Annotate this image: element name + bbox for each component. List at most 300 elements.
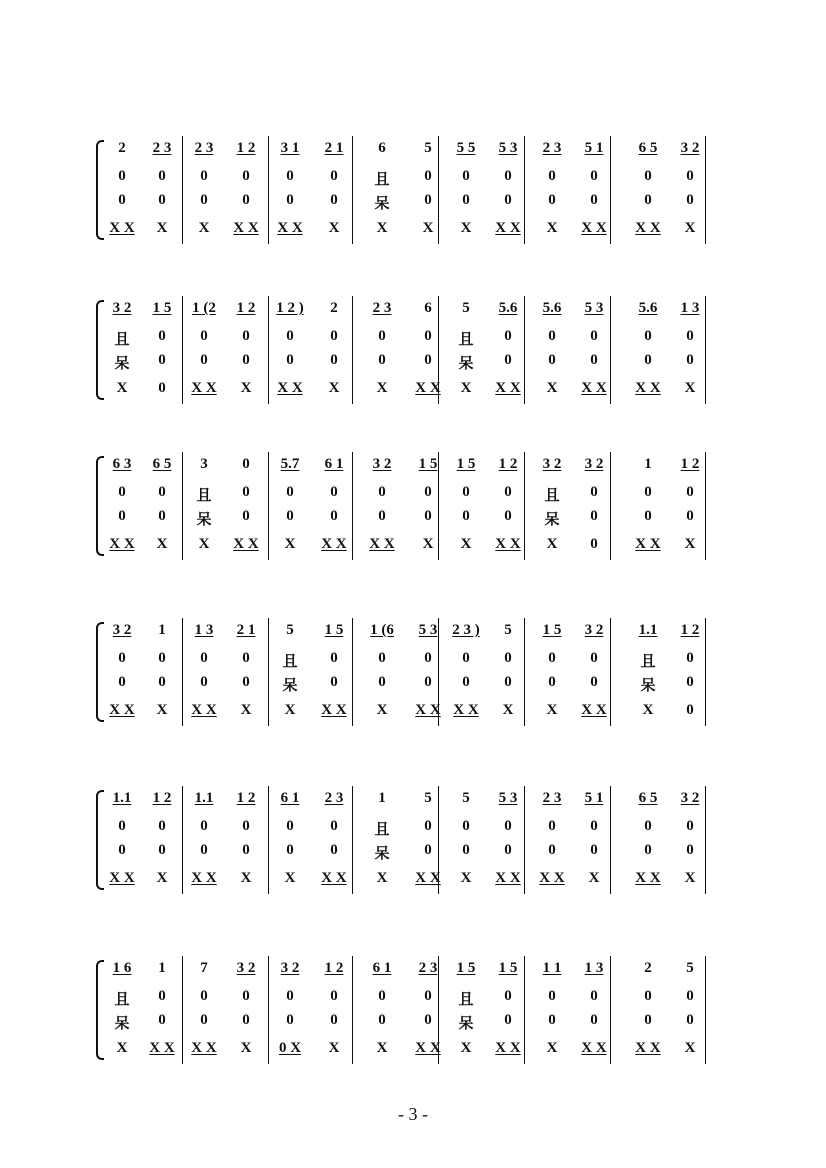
note-cell: 0 xyxy=(158,484,166,500)
note-cell: X X xyxy=(581,1040,607,1056)
note-cell: X X xyxy=(277,220,303,236)
score-system xyxy=(100,456,730,556)
note-cell: 0 xyxy=(686,192,694,208)
note-cell: 2 3 xyxy=(542,790,562,806)
note-cell: 0 xyxy=(330,1012,338,1028)
note-cell: 0 xyxy=(242,456,250,472)
score-row xyxy=(100,650,730,670)
note-cell: 0 xyxy=(686,702,694,718)
note-cell: X xyxy=(284,870,296,886)
note-cell: 0 xyxy=(330,818,338,834)
note-cell: 3 2 xyxy=(584,456,604,472)
note-cell: X xyxy=(460,220,472,236)
note-cell: 0 xyxy=(686,352,694,368)
note-cell: 0 xyxy=(504,1012,512,1028)
note-cell: X xyxy=(684,1040,696,1056)
note-cell: 1 2 xyxy=(152,790,172,806)
note-cell: 0 xyxy=(504,168,512,184)
score-row xyxy=(100,484,730,504)
note-cell: X xyxy=(376,702,388,718)
note-cell: 0 xyxy=(286,988,294,1004)
note-cell: 且 xyxy=(544,488,560,504)
score-row xyxy=(100,818,730,838)
note-cell: 1 xyxy=(158,622,166,638)
note-cell: 0 xyxy=(286,484,294,500)
note-cell: 0 xyxy=(378,1012,386,1028)
note-cell: 0 xyxy=(200,328,208,344)
note-cell: 0 xyxy=(158,842,166,858)
score-row xyxy=(100,328,730,348)
note-cell: 0 xyxy=(118,674,126,690)
note-cell: 0 xyxy=(158,352,166,368)
note-cell: X X xyxy=(149,1040,175,1056)
note-cell: 0 xyxy=(548,328,556,344)
note-cell: 0 xyxy=(424,352,432,368)
note-cell: X xyxy=(460,536,472,552)
note-cell: 5 3 xyxy=(418,622,438,638)
note-cell: 0 xyxy=(686,650,694,666)
note-cell: X xyxy=(460,380,472,396)
note-cell: 0 xyxy=(462,508,470,524)
note-cell: X X xyxy=(635,380,661,396)
note-cell: 0 xyxy=(590,674,598,690)
score-row xyxy=(100,352,730,372)
note-cell: 5.6 xyxy=(638,300,658,316)
note-cell: X xyxy=(376,380,388,396)
note-cell: 0 xyxy=(286,1012,294,1028)
note-cell: 0 xyxy=(118,650,126,666)
note-cell: X xyxy=(116,1040,128,1056)
note-cell: 0 xyxy=(424,192,432,208)
note-cell: 0 xyxy=(644,1012,652,1028)
note-cell: X X xyxy=(495,870,521,886)
score-system xyxy=(100,790,730,890)
note-cell: 呆 xyxy=(374,196,390,212)
note-cell: 0 xyxy=(462,818,470,834)
note-cell: X xyxy=(284,536,296,552)
note-cell: 0 xyxy=(686,328,694,344)
note-cell: X xyxy=(240,702,252,718)
note-cell: 3 2 xyxy=(236,960,256,976)
note-cell: X X xyxy=(581,702,607,718)
note-cell: 0 xyxy=(118,192,126,208)
note-cell: 0 xyxy=(590,508,598,524)
note-cell: X xyxy=(684,536,696,552)
score-row xyxy=(100,988,730,1008)
note-cell: 5 xyxy=(462,300,470,316)
note-cell: 0 xyxy=(686,508,694,524)
note-cell: 0 xyxy=(118,842,126,858)
note-cell: 呆 xyxy=(544,512,560,528)
note-cell: 1 5 xyxy=(324,622,344,638)
note-cell: X X xyxy=(415,1040,441,1056)
note-cell: 5.7 xyxy=(280,456,300,472)
note-cell: X xyxy=(240,870,252,886)
note-cell: 0 xyxy=(424,1012,432,1028)
note-cell: 0 xyxy=(242,1012,250,1028)
note-cell: 且 xyxy=(282,654,298,670)
note-cell: 0 xyxy=(330,352,338,368)
note-cell: 6 xyxy=(424,300,432,316)
score-row xyxy=(100,1040,730,1060)
note-cell: 0 xyxy=(330,484,338,500)
note-cell: 0 xyxy=(548,192,556,208)
note-cell: 0 xyxy=(424,328,432,344)
note-cell: 2 3 xyxy=(152,140,172,156)
note-cell: X X xyxy=(495,536,521,552)
note-cell: 0 xyxy=(158,508,166,524)
note-cell: 1.1 xyxy=(194,790,214,806)
note-cell: 0 xyxy=(330,650,338,666)
note-cell: X X xyxy=(635,870,661,886)
note-cell: 0 xyxy=(118,484,126,500)
note-cell: 0 xyxy=(378,328,386,344)
note-cell: X X xyxy=(415,702,441,718)
note-cell: 0 xyxy=(424,650,432,666)
note-cell: 0 xyxy=(158,380,166,396)
note-cell: 0 xyxy=(424,508,432,524)
note-cell: X X xyxy=(233,220,259,236)
note-cell: 5 3 xyxy=(498,790,518,806)
note-cell: 0 xyxy=(590,192,598,208)
note-cell: 呆 xyxy=(458,356,474,372)
note-cell: 0 xyxy=(330,168,338,184)
note-cell: 0 xyxy=(462,650,470,666)
note-cell: 3 2 xyxy=(112,622,132,638)
note-cell: 0 xyxy=(424,842,432,858)
note-cell: 3 2 xyxy=(280,960,300,976)
note-cell: 0 xyxy=(548,168,556,184)
note-cell: 0 xyxy=(378,352,386,368)
note-cell: 0 xyxy=(590,988,598,1004)
note-cell: 0 xyxy=(118,168,126,184)
note-cell: 0 xyxy=(590,484,598,500)
note-cell: 1 (6 xyxy=(370,622,394,638)
note-cell: X X xyxy=(191,380,217,396)
note-cell: X xyxy=(460,870,472,886)
note-cell: 0 xyxy=(242,650,250,666)
note-cell: 0 xyxy=(686,818,694,834)
note-cell: 2 1 xyxy=(324,140,344,156)
note-cell: 0 xyxy=(330,508,338,524)
note-cell: 0 xyxy=(200,988,208,1004)
note-cell: 0 xyxy=(200,650,208,666)
note-cell: X X xyxy=(539,870,565,886)
note-cell: 0 xyxy=(644,168,652,184)
note-cell: X X xyxy=(415,380,441,396)
score-row xyxy=(100,380,730,400)
note-cell: 2 xyxy=(330,300,338,316)
note-cell: 0 xyxy=(504,674,512,690)
note-cell: 1 2 xyxy=(236,300,256,316)
note-cell: 0 xyxy=(158,650,166,666)
note-cell: 0 xyxy=(686,1012,694,1028)
note-cell: 1 3 xyxy=(194,622,214,638)
note-cell: 0 xyxy=(200,1012,208,1028)
note-cell: 6 1 xyxy=(372,960,392,976)
note-cell: X xyxy=(642,702,654,718)
note-cell: X xyxy=(198,536,210,552)
note-cell: 7 xyxy=(200,960,208,976)
note-cell: 0 xyxy=(644,988,652,1004)
note-cell: 0 xyxy=(686,842,694,858)
note-cell: 5 1 xyxy=(584,790,604,806)
note-cell: X X xyxy=(635,1040,661,1056)
note-cell: X X xyxy=(233,536,259,552)
note-cell: 0 xyxy=(462,842,470,858)
score-row xyxy=(100,842,730,862)
score-row xyxy=(100,140,730,160)
note-cell: 1 6 xyxy=(112,960,132,976)
score-row xyxy=(100,674,730,694)
note-cell: 5 xyxy=(462,790,470,806)
note-cell: 0 xyxy=(242,818,250,834)
note-cell: 6 xyxy=(378,140,386,156)
score-row xyxy=(100,960,730,980)
note-cell: 0 xyxy=(200,168,208,184)
note-cell: 1 3 xyxy=(584,960,604,976)
note-cell: 0 xyxy=(504,328,512,344)
note-cell: 1 5 xyxy=(152,300,172,316)
note-cell: 0 xyxy=(330,674,338,690)
note-cell: 0 xyxy=(286,508,294,524)
note-cell: 且 xyxy=(374,822,390,838)
note-cell: X X xyxy=(635,220,661,236)
note-cell: 1 2 xyxy=(680,622,700,638)
note-cell: X xyxy=(156,702,168,718)
note-cell: 0 xyxy=(242,352,250,368)
note-cell: 5 3 xyxy=(584,300,604,316)
note-cell: 2 xyxy=(644,960,652,976)
note-cell: X xyxy=(328,1040,340,1056)
note-cell: X xyxy=(198,220,210,236)
score-row xyxy=(100,1012,730,1032)
note-cell: 0 xyxy=(158,818,166,834)
note-cell: X xyxy=(684,870,696,886)
note-cell: 0 xyxy=(548,818,556,834)
note-cell: 0 xyxy=(590,1012,598,1028)
score-row xyxy=(100,790,730,810)
note-cell: 6 5 xyxy=(638,790,658,806)
note-cell: 呆 xyxy=(114,356,130,372)
note-cell: 1 2 ) xyxy=(276,300,304,316)
score-row xyxy=(100,536,730,556)
note-cell: 0 xyxy=(644,484,652,500)
score-row xyxy=(100,622,730,642)
note-cell: 5 xyxy=(686,960,694,976)
note-cell: 6 3 xyxy=(112,456,132,472)
note-cell: 0 xyxy=(548,842,556,858)
note-cell: 0 xyxy=(330,842,338,858)
note-cell: 0 xyxy=(200,818,208,834)
note-cell: 呆 xyxy=(374,846,390,862)
note-cell: 1 2 xyxy=(498,456,518,472)
score-row xyxy=(100,456,730,476)
note-cell: X xyxy=(502,702,514,718)
note-cell: X xyxy=(422,536,434,552)
score-row xyxy=(100,870,730,890)
note-cell: X X xyxy=(109,870,135,886)
note-cell: X xyxy=(546,380,558,396)
note-cell: 0 xyxy=(378,674,386,690)
note-cell: 0 xyxy=(330,328,338,344)
note-cell: 且 xyxy=(458,332,474,348)
note-cell: 0 xyxy=(330,988,338,1004)
note-cell: 0 xyxy=(242,328,250,344)
note-cell: 0 xyxy=(548,988,556,1004)
note-cell: 3 2 xyxy=(680,140,700,156)
note-cell: 0 xyxy=(590,168,598,184)
note-cell: X xyxy=(376,220,388,236)
note-cell: 3 2 xyxy=(112,300,132,316)
note-cell: 3 2 xyxy=(542,456,562,472)
note-cell: X X xyxy=(415,870,441,886)
note-cell: 0 xyxy=(504,352,512,368)
note-cell: 0 xyxy=(242,168,250,184)
note-cell: 0 xyxy=(504,484,512,500)
note-cell: 0 xyxy=(590,328,598,344)
note-cell: 1 2 xyxy=(236,140,256,156)
note-cell: 1.1 xyxy=(112,790,132,806)
note-cell: 0 xyxy=(378,650,386,666)
note-cell: 1 xyxy=(644,456,652,472)
note-cell: 0 xyxy=(462,168,470,184)
note-cell: 1 5 xyxy=(456,456,476,472)
note-cell: 0 xyxy=(378,484,386,500)
note-cell: 1 3 xyxy=(680,300,700,316)
note-cell: 0 xyxy=(118,818,126,834)
note-cell: 0 xyxy=(548,650,556,666)
score-system xyxy=(100,622,730,722)
note-cell: 0 xyxy=(158,674,166,690)
note-cell: 呆 xyxy=(282,678,298,694)
note-cell: 0 xyxy=(548,352,556,368)
note-cell: X X xyxy=(495,220,521,236)
note-cell: 3 1 xyxy=(280,140,300,156)
note-cell: X X xyxy=(495,1040,521,1056)
note-cell: 2 3 xyxy=(324,790,344,806)
note-cell: 0 xyxy=(242,842,250,858)
note-cell: X X xyxy=(495,380,521,396)
score-row xyxy=(100,702,730,722)
note-cell: X xyxy=(376,1040,388,1056)
note-cell: 0 xyxy=(590,536,598,552)
note-cell: 且 xyxy=(114,332,130,348)
note-cell: 且 xyxy=(458,992,474,1008)
note-cell: 0 xyxy=(644,508,652,524)
note-cell: 3 2 xyxy=(584,622,604,638)
note-cell: 0 xyxy=(200,192,208,208)
note-cell: 0 xyxy=(378,988,386,1004)
note-cell: 5 xyxy=(286,622,294,638)
note-cell: 0 xyxy=(590,650,598,666)
note-cell: 0 xyxy=(644,818,652,834)
score-system xyxy=(100,140,730,240)
note-cell: 1 5 xyxy=(498,960,518,976)
note-cell: 0 xyxy=(644,192,652,208)
note-cell: 2 3 xyxy=(194,140,214,156)
note-cell: X X xyxy=(109,702,135,718)
note-cell: X xyxy=(284,702,296,718)
note-cell: 0 xyxy=(286,352,294,368)
note-cell: 3 2 xyxy=(680,790,700,806)
note-cell: X xyxy=(156,536,168,552)
note-cell: 1 5 xyxy=(418,456,438,472)
note-cell: 呆 xyxy=(196,512,212,528)
note-cell: 0 xyxy=(462,192,470,208)
note-cell: X X xyxy=(321,870,347,886)
note-cell: 1 2 xyxy=(680,456,700,472)
note-cell: 6 1 xyxy=(324,456,344,472)
note-cell: 且 xyxy=(114,992,130,1008)
note-cell: 5 1 xyxy=(584,140,604,156)
note-cell: 1 2 xyxy=(236,790,256,806)
note-cell: 呆 xyxy=(640,678,656,694)
note-cell: X xyxy=(328,380,340,396)
note-cell: 呆 xyxy=(458,1016,474,1032)
score-row xyxy=(100,300,730,320)
note-cell: 0 xyxy=(158,192,166,208)
note-cell: 5 xyxy=(424,140,432,156)
note-cell: 5 5 xyxy=(456,140,476,156)
note-cell: 0 xyxy=(644,842,652,858)
note-cell: 5 xyxy=(504,622,512,638)
note-cell: X X xyxy=(109,536,135,552)
note-cell: 0 xyxy=(504,818,512,834)
note-cell: 0 xyxy=(118,508,126,524)
note-cell: 1 5 xyxy=(456,960,476,976)
note-cell: X X xyxy=(581,220,607,236)
note-cell: 1 (2 xyxy=(192,300,216,316)
note-cell: 0 xyxy=(424,818,432,834)
note-cell: 0 xyxy=(504,988,512,1004)
note-cell: 0 xyxy=(158,1012,166,1028)
note-cell: 5 3 xyxy=(498,140,518,156)
note-cell: X X xyxy=(453,702,479,718)
note-cell: 1 5 xyxy=(542,622,562,638)
note-cell: 5 xyxy=(424,790,432,806)
note-cell: 2 3 xyxy=(372,300,392,316)
note-cell: X X xyxy=(369,536,395,552)
note-cell: 0 xyxy=(548,1012,556,1028)
note-cell: X xyxy=(422,220,434,236)
note-cell: X xyxy=(684,220,696,236)
note-cell: 0 X xyxy=(278,1040,302,1056)
note-cell: 0 xyxy=(200,352,208,368)
note-cell: 2 1 xyxy=(236,622,256,638)
note-cell: 且 xyxy=(640,654,656,670)
note-cell: 0 xyxy=(504,650,512,666)
note-cell: 0 xyxy=(286,168,294,184)
note-cell: X X xyxy=(191,702,217,718)
note-cell: X X xyxy=(191,1040,217,1056)
score-row xyxy=(100,192,730,212)
score-system xyxy=(100,960,730,1060)
note-cell: 0 xyxy=(242,192,250,208)
note-cell: 0 xyxy=(286,328,294,344)
note-cell: 5.6 xyxy=(498,300,518,316)
note-cell: X xyxy=(116,380,128,396)
note-cell: 6 5 xyxy=(638,140,658,156)
note-cell: X xyxy=(546,220,558,236)
note-cell: X X xyxy=(191,870,217,886)
note-cell: 2 3 ) xyxy=(452,622,480,638)
note-cell: 0 xyxy=(686,988,694,1004)
note-cell: 0 xyxy=(158,168,166,184)
note-cell: 6 5 xyxy=(152,456,172,472)
note-cell: 0 xyxy=(242,484,250,500)
note-cell: X X xyxy=(321,702,347,718)
